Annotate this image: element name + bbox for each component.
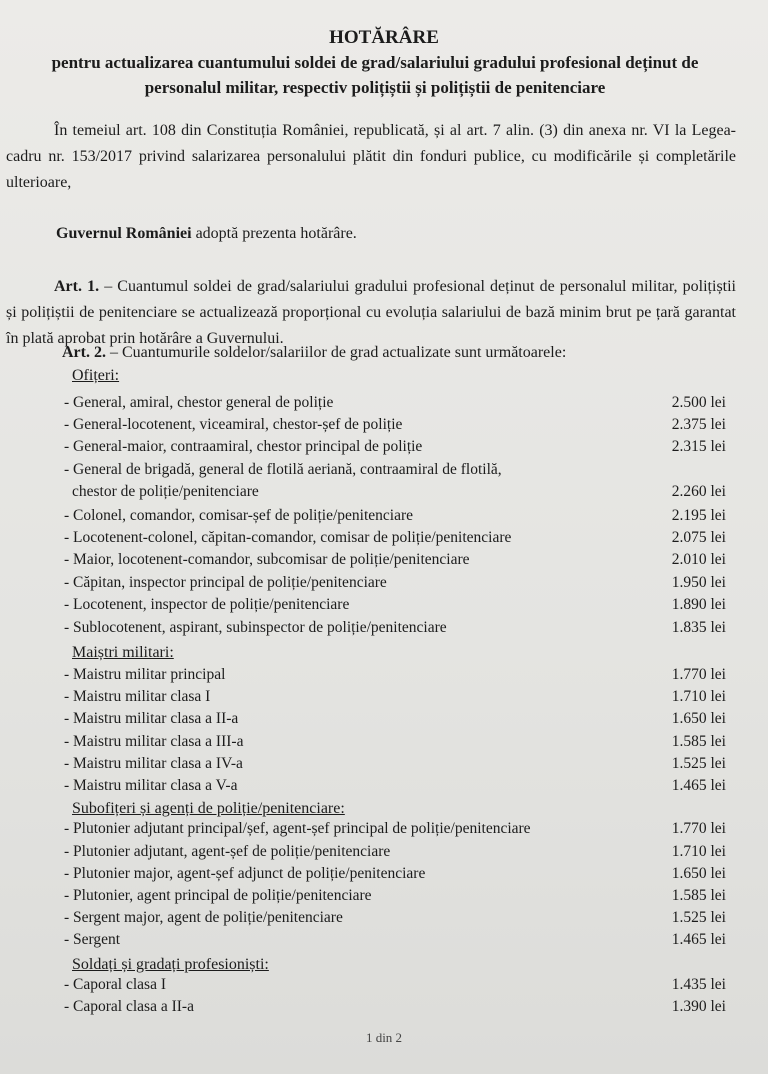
salary-row xyxy=(64,461,726,505)
rank-label: - Plutonier adjutant principal/șef, agent-șef principal de poliție/penitenciare xyxy=(64,820,531,837)
rank-label: - Caporal clasa I xyxy=(64,976,166,993)
rank-label: - Sublocotenent, aspirant, subinspector de poliție/penitenciare xyxy=(64,619,447,636)
rank-label: - General de brigadă, general de flotilă aeriană, contraamiral de flotilă, xyxy=(64,461,502,478)
salary-row xyxy=(64,666,726,688)
salary-amount: 1.710 lei xyxy=(671,843,726,860)
rank-label: - Sergent xyxy=(64,931,121,948)
salary-row xyxy=(64,619,726,641)
salary-row xyxy=(64,887,726,909)
salary-amount: 2.260 lei xyxy=(671,483,726,500)
salary-row xyxy=(64,596,726,618)
salary-row xyxy=(64,416,726,438)
rank-label: - Maistru militar clasa a V-a xyxy=(64,777,238,794)
rank-label: - Maistru militar principal xyxy=(64,666,226,683)
salary-amount: 2.500 lei xyxy=(671,394,726,411)
rank-label: - Locotenent-colonel, căpitan-comandor, comisar de poliție/penitenciare xyxy=(64,529,512,546)
rank-label: - Maistru militar clasa I xyxy=(64,688,211,705)
rank-label: - General-locotenent, viceamiral, chestor-șef de poliție xyxy=(64,416,403,433)
salary-amount: 1.650 lei xyxy=(671,710,726,727)
category-maistri: Maiștri militari: xyxy=(72,644,174,661)
salary-row xyxy=(64,710,726,732)
article-1 xyxy=(6,274,736,352)
salary-row xyxy=(64,976,726,998)
salary-amount: 1.770 lei xyxy=(671,666,726,683)
salary-row xyxy=(64,394,726,416)
page-number: 1 din 2 xyxy=(365,1030,403,1045)
document-subtitle xyxy=(0,50,750,100)
article-2-text: – Cuantumurile soldelor/salariilor de grad actualizate sunt următoarele: xyxy=(105,344,567,361)
salary-row xyxy=(64,820,726,842)
salary-amount: 1.435 lei xyxy=(671,976,726,993)
salary-amount: 2.195 lei xyxy=(671,507,726,524)
salary-row xyxy=(64,931,726,953)
category-ofiteri: Ofițeri: xyxy=(72,367,120,384)
article-2 xyxy=(62,344,566,362)
rank-label: - Maistru militar clasa a IV-a xyxy=(64,755,243,772)
salary-amount: 1.950 lei xyxy=(671,574,726,591)
salary-row xyxy=(64,998,726,1020)
salary-amount: 1.585 lei xyxy=(671,733,726,750)
salary-amount: 1.835 lei xyxy=(671,619,726,636)
rank-label: - Maior, locotenent-comandor, subcomisar de poliție/penitenciare xyxy=(64,551,470,568)
salary-row xyxy=(64,551,726,573)
document-title: HOTĂRÂRE xyxy=(329,27,439,48)
salary-amount: 1.465 lei xyxy=(671,931,726,948)
rank-label: - Căpitan, inspector principal de poliție/penitenciare xyxy=(64,574,387,591)
salary-row xyxy=(64,507,726,529)
salary-amount: 1.525 lei xyxy=(671,755,726,772)
salary-row xyxy=(64,755,726,777)
rank-label: - Caporal clasa a II-a xyxy=(64,998,194,1015)
salary-amount: 1.525 lei xyxy=(671,909,726,926)
rank-label: - General, amiral, chestor general de poliție xyxy=(64,394,334,411)
salary-amount: 1.710 lei xyxy=(671,688,726,705)
rank-label: - Locotenent, inspector de poliție/penitenciare xyxy=(64,596,350,613)
salary-row xyxy=(64,688,726,710)
subtitle-line-2: personalul militar, respectiv polițiștii și polițiștii de penitenciare xyxy=(144,78,606,97)
salary-row xyxy=(64,843,726,865)
salary-amount: 1.650 lei xyxy=(671,865,726,882)
rank-label: - Plutonier adjutant, agent-șef de poliție/penitenciare xyxy=(64,843,391,860)
category-soldati: Soldați și gradați profesioniști: xyxy=(72,956,269,973)
salary-amount: 2.075 lei xyxy=(671,529,726,546)
salary-amount: 2.375 lei xyxy=(671,416,726,433)
salary-amount: 1.390 lei xyxy=(671,998,726,1015)
government-name: Guvernul României xyxy=(56,225,192,242)
preamble-paragraph: În temeiul art. 108 din Constituția României, republicată, și al art. 7 alin. (3) din anexa nr. VI la Legea-cadru nr. 153/2017 privind salarizarea personalului plătit din fonduri publice, cu modificările și completările ulterioare, xyxy=(6,122,736,191)
article-1-label: Art. 1. xyxy=(54,278,100,295)
government-rest: adoptă prezenta hotărâre. xyxy=(191,225,357,242)
salary-row xyxy=(64,529,726,551)
rank-label: - Plutonier major, agent-șef adjunct de poliție/penitenciare xyxy=(64,865,426,882)
article-2-label: Art. 2. xyxy=(62,344,106,361)
salary-row xyxy=(64,574,726,596)
salary-row xyxy=(64,777,726,799)
rank-label: - General-maior, contraamiral, chestor principal de poliție xyxy=(64,438,423,455)
rank-label-continued: chestor de poliție/penitenciare xyxy=(72,483,259,500)
salary-amount: 2.315 lei xyxy=(671,438,726,455)
salary-amount: 1.465 lei xyxy=(671,777,726,794)
salary-row xyxy=(64,909,726,931)
rank-label: - Sergent major, agent de poliție/penitenciare xyxy=(64,909,343,926)
rank-label: - Maistru militar clasa a II-a xyxy=(64,710,239,727)
salary-amount: 1.770 lei xyxy=(671,820,726,837)
salary-amount: 1.890 lei xyxy=(671,596,726,613)
rank-label: - Plutonier, agent principal de poliție/penitenciare xyxy=(64,887,372,904)
salary-amount: 1.585 lei xyxy=(671,887,726,904)
salary-row xyxy=(64,438,726,460)
salary-amount: 2.010 lei xyxy=(671,551,726,568)
category-subofiteri: Subofițeri și agenți de poliție/penitenciare: xyxy=(72,800,345,817)
salary-row xyxy=(64,865,726,887)
rank-label: - Maistru militar clasa a III-a xyxy=(64,733,244,750)
rank-label: - Colonel, comandor, comisar-șef de poliție/penitenciare xyxy=(64,507,413,524)
article-1-text: – Cuantumul soldei de grad/salariului gradului profesional deținut de personalul militar, polițiștii și polițiștii de penitenciare se actualizează proporțional cu evoluția salariului de bază minim brut pe țară garantat în plată aprobat prin hotărâre a Guvernului. xyxy=(6,278,737,347)
subtitle-line-1: pentru actualizarea cuantumului soldei de grad/salariului gradului profesional deținut de xyxy=(51,53,699,72)
salary-row xyxy=(64,733,726,755)
government-line xyxy=(56,225,357,243)
